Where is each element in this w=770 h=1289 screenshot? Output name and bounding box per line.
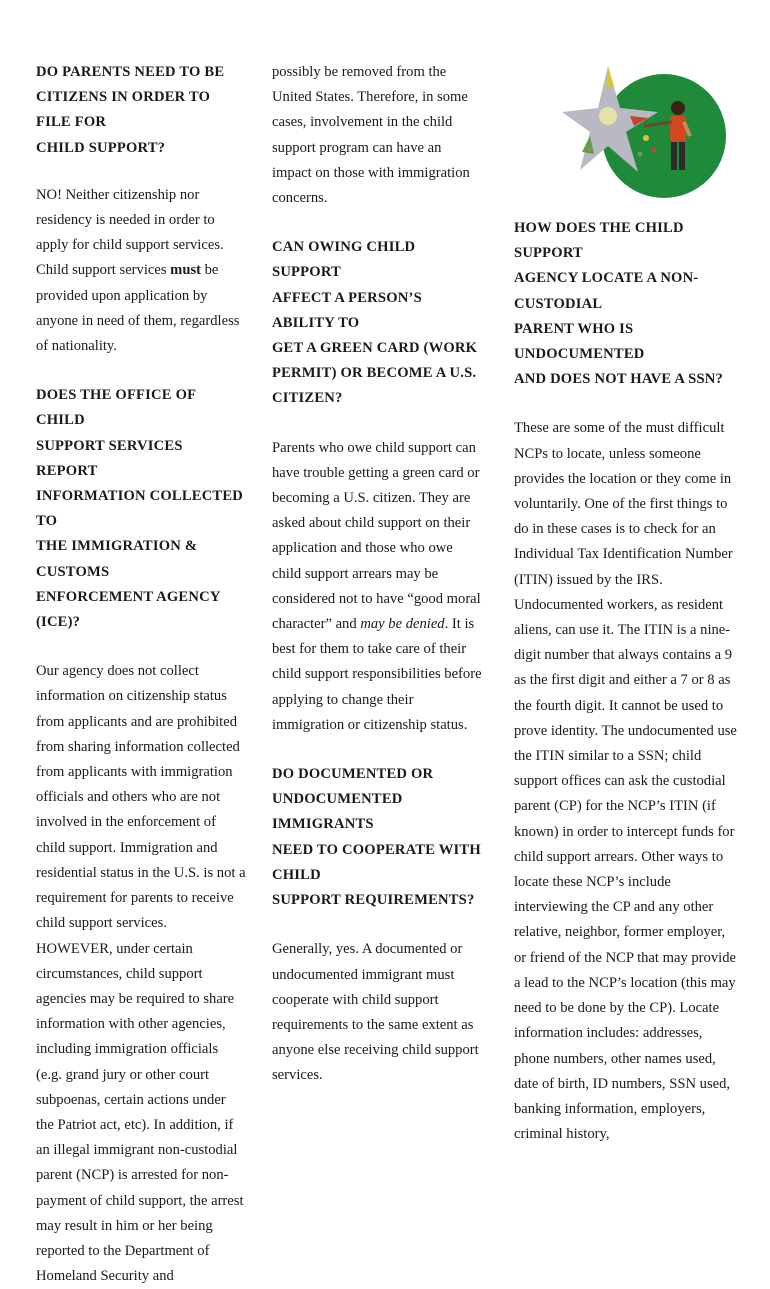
- pinata-illustration: [560, 56, 730, 206]
- answer-text: Parents who owe child support can have trouble getting a green card or becoming a U.S. citizen. They are asked about child support on their application and those who owe child support arrears may be considered not to have “good moral character” and: [272, 439, 481, 633]
- heading-line: AND DOES NOT HAVE A SSN?: [514, 371, 724, 388]
- emphasis-must: must: [170, 262, 201, 279]
- heading-line: ENFORCEMENT AGENCY (ICE)?: [36, 588, 221, 631]
- heading-line: CITIZENS IN ORDER TO FILE FOR: [36, 89, 211, 131]
- column-1: [36, 60, 246, 1289]
- answer-text: be provided upon application by anyone in need of them, regardless of nationality.: [36, 262, 240, 355]
- answer-text: . It is best for them to take care of their child support responsibilities before applying to change their immigration or citizenship status.: [272, 616, 482, 733]
- answer-green-card: [272, 436, 484, 738]
- pinata-center-icon: [599, 107, 617, 125]
- heading-line: HOW DOES THE CHILD SUPPORT: [514, 220, 684, 262]
- heading-line: THE IMMIGRATION & CUSTOMS: [36, 538, 198, 580]
- heading-line: NEED TO COOPERATE WITH CHILD: [272, 841, 481, 883]
- question-heading-citizenship: [36, 60, 246, 161]
- heading-line: DO PARENTS NEED TO BE: [36, 64, 225, 80]
- heading-line: DO DOCUMENTED OR: [272, 766, 434, 783]
- heading-line: AFFECT A PERSON’S ABILITY TO: [272, 289, 422, 331]
- heading-line: CITIZEN?: [272, 390, 343, 407]
- column-3: [514, 216, 738, 1147]
- heading-line: PARENT WHO IS UNDOCUMENTED: [514, 320, 645, 363]
- answer-text: NO! Neither citizenship nor residency is needed in order to apply for child support services. Child support services: [36, 186, 224, 279]
- answer-ice-reporting: Our agency does not collect information on citizenship status from applicants and are prohibited from sharing information collected from applicants with immigration officials and others who are not involved in the enforcement of child support. Immigration and residential status in the U.S. is not a requirement for parents to receive child support services. HOWEVER, under certain circumstances, child support agencies may be required to share information with other agencies, including immigration officials (e.g. grand jury or other court subpoenas, certain actions under the Patriot act, etc). In addition, if an illegal immigrant non-custodial parent (NCP) is arrested for non-payment of child support, the arrest may result in him or her being reported to the Department of Homeland Security and: [36, 663, 246, 1285]
- heading-line: PERMIT) OR BECOME A U.S.: [272, 365, 477, 382]
- answer-citizenship: [36, 183, 246, 359]
- heading-line: CAN OWING CHILD SUPPORT: [272, 239, 416, 281]
- column-2: [272, 60, 484, 1089]
- heading-line: INFORMATION COLLECTED TO: [36, 488, 244, 530]
- question-heading-cooperate: [272, 762, 484, 913]
- answer-locate-ncp: These are some of the must difficult NCPs to locate, unless someone provides the location or they come in voluntarily. One of the first things to do in these cases is to check for an Individual Tax Identification Number (ITIN) issued by the IRS. Undocumented workers, as resident aliens, can use it. The ITIN is a nine-digit number that always contains a 9 as the first digit and either a 7 or 8 as the fourth digit. It cannot be used to prove identity. The undocumented use the ITIN similar to a SSN; child support offices can ask the custodial parent (CP) for the NCP’s ITIN (if known) in order to intercept funds for child support arrears. Other ways to locate these NCP’s include interviewing the CP and any other relative, neighbor, former employer, or friend of the NCP that may provide a lead to the NCP’s location (this may need to be done by the CP). Locate information includes: addresses, phone numbers, other names used, date of birth, ID numbers, SSN used, banking information, employers, criminal history,: [514, 420, 737, 1143]
- heading-line: SUPPORT REQUIREMENTS?: [272, 892, 475, 909]
- question-heading-ice-reporting: [36, 383, 246, 635]
- continuation-text: possibly be removed from the United States. Therefore, in some cases, involvement in the child support program can have an impact on those with immigration concerns.: [272, 64, 470, 207]
- heading-line: DOES THE OFFICE OF CHILD: [36, 387, 196, 429]
- emphasis-may-be-denied: may be denied: [360, 616, 445, 633]
- heading-line: UNDOCUMENTED IMMIGRANTS: [272, 791, 403, 833]
- answer-cooperate: Generally, yes. A documented or undocumented immigrant must cooperate with child support requirements to the same extent as anyone else receiving child support services.: [272, 941, 479, 1084]
- question-heading-locate-ncp: [514, 216, 738, 392]
- heading-line: SUPPORT SERVICES REPORT: [36, 437, 183, 479]
- heading-line: GET A GREEN CARD (WORK: [272, 340, 478, 357]
- heading-line: CHILD SUPPORT?: [36, 139, 166, 156]
- question-heading-green-card: [272, 235, 484, 411]
- heading-line: AGENCY LOCATE A NON-CUSTODIAL: [514, 270, 699, 312]
